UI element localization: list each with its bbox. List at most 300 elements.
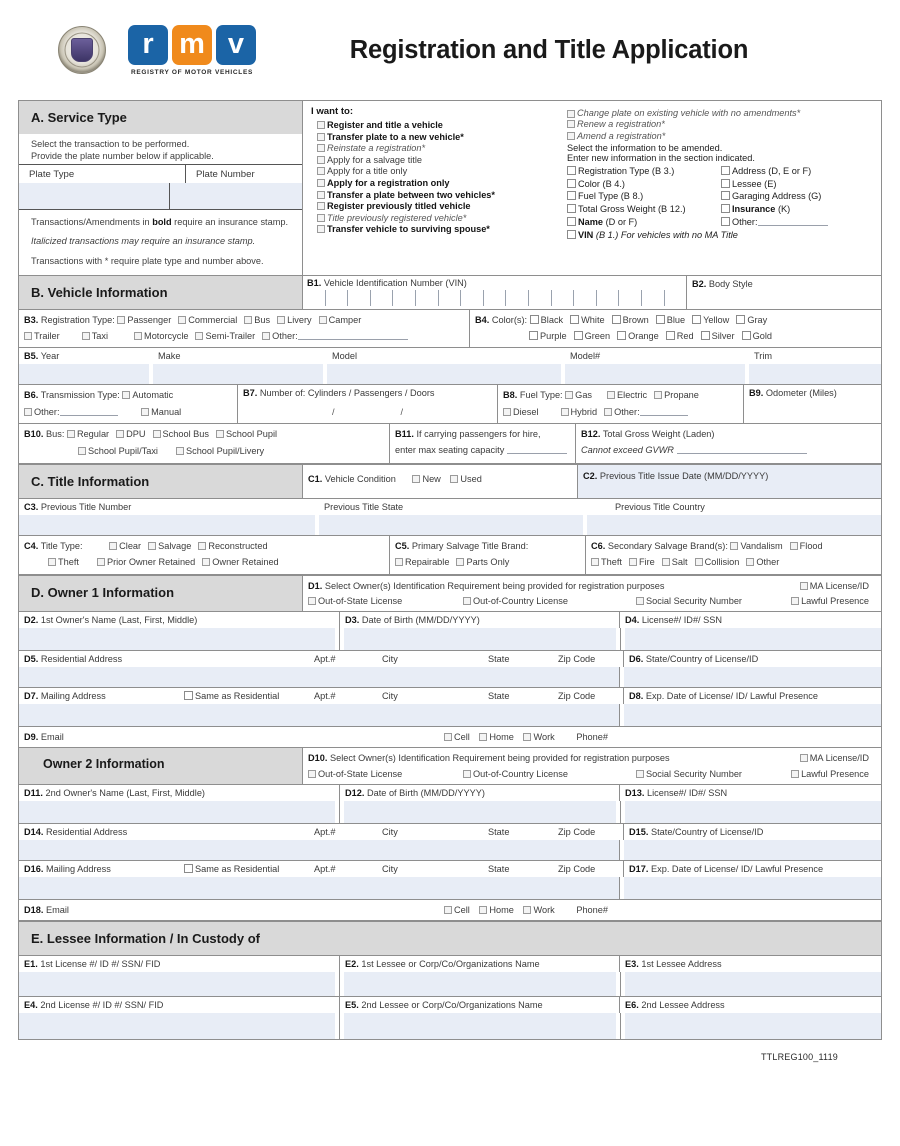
- owner2-title: Owner 2 Information: [43, 757, 165, 772]
- d1-option-lawful-presence[interactable]: Lawful Presence: [791, 594, 869, 608]
- checkbox-icon[interactable]: [317, 133, 325, 141]
- checkbox-icon[interactable]: [654, 391, 662, 399]
- checkbox-icon[interactable]: [662, 558, 670, 566]
- b3-option-motorcycle[interactable]: Motorcycle: [134, 329, 188, 344]
- d1-option-out-of-state-license[interactable]: Out-of-State License: [308, 594, 456, 608]
- checkbox-icon[interactable]: [695, 558, 703, 566]
- amend-item-address[interactable]: [721, 166, 875, 176]
- checkbox-icon[interactable]: [800, 754, 808, 762]
- b5-year-input[interactable]: [19, 364, 149, 384]
- checkbox-icon[interactable]: [148, 542, 156, 550]
- d2-owner-name-input[interactable]: [19, 628, 335, 650]
- d7-mailing-address-label: D7. Mailing Address: [24, 691, 106, 702]
- service-option-transfer-plate-new-vehicle[interactable]: [317, 132, 561, 142]
- service-option-label: Apply for a salvage title: [327, 154, 422, 165]
- amend-other-input[interactable]: [758, 217, 828, 226]
- vin-cell[interactable]: [438, 290, 461, 306]
- checkbox-icon[interactable]: [561, 408, 569, 416]
- amend-item-other[interactable]: [721, 217, 875, 227]
- b3-text: Registration Type:: [40, 314, 115, 325]
- d4-license-ssn-label: D4. License#/ ID#/ SSN: [619, 612, 881, 628]
- b4-color-silver[interactable]: Silver: [701, 329, 735, 344]
- c5-option-repairable[interactable]: Repairable: [395, 555, 449, 571]
- vin-cell[interactable]: [370, 290, 393, 306]
- checkbox-icon[interactable]: [701, 331, 710, 340]
- checkbox-icon[interactable]: [308, 770, 316, 778]
- amend-item-color[interactable]: [567, 179, 721, 189]
- b2-label: B2.: [692, 278, 707, 289]
- d14-residential-address-input[interactable]: [19, 840, 619, 860]
- checkbox-icon[interactable]: [567, 120, 575, 128]
- d11-owner-name-input[interactable]: [19, 801, 335, 823]
- checkbox-icon[interactable]: [567, 217, 576, 226]
- c6-option-other[interactable]: Other: [746, 555, 779, 571]
- service-option-renew-registration[interactable]: [567, 119, 875, 129]
- checkbox-icon[interactable]: [184, 864, 193, 873]
- d18-phone-work-option[interactable]: Work: [523, 905, 554, 915]
- vin-cell[interactable]: [460, 290, 483, 306]
- b1-text: Vehicle Identification Number (VIN): [323, 277, 467, 288]
- b11-input[interactable]: [507, 445, 567, 454]
- vin-cell[interactable]: [528, 290, 551, 306]
- d16-mailing-address-input[interactable]: [19, 877, 619, 899]
- c2-previous-title-issue-date-field[interactable]: C2. Previous Title Issue Date (MM/DD/YYYY): [577, 465, 881, 498]
- e1-license-input[interactable]: [19, 972, 335, 996]
- checkbox-icon[interactable]: [317, 121, 325, 129]
- b3-option-other[interactable]: Other:: [262, 329, 408, 344]
- service-option-title-previously-registered[interactable]: [317, 213, 561, 223]
- d10-option-lawful-presence[interactable]: Lawful Presence: [791, 767, 869, 781]
- d18-phone-home-option[interactable]: Home: [479, 905, 514, 915]
- checkbox-icon[interactable]: [721, 179, 730, 188]
- b4-color-yellow[interactable]: Yellow: [692, 313, 729, 328]
- service-option-label: Transfer plate to a new vehicle*: [327, 131, 464, 142]
- checkbox-icon[interactable]: [567, 230, 576, 239]
- d14-d15-input-row: [19, 840, 881, 861]
- plate-header-row: [19, 164, 302, 183]
- b5-model-number-input[interactable]: [565, 364, 745, 384]
- c3-label-row: [19, 499, 881, 515]
- d13-license-ssn-input[interactable]: [625, 801, 881, 823]
- checkbox-icon[interactable]: [604, 408, 612, 416]
- b2-text: Body Style: [708, 278, 753, 289]
- c6-option-fire[interactable]: Fire: [629, 555, 655, 571]
- checkbox-icon[interactable]: [319, 316, 327, 324]
- b10-option-school-pupil[interactable]: School Pupil: [216, 427, 277, 443]
- b11-seating-capacity-field: B11. If carrying passengers for hire, enter max seating capacity: [389, 424, 575, 462]
- c6-option-collision[interactable]: Collision: [695, 555, 740, 571]
- b3-option-semi-trailer[interactable]: Semi-Trailer: [195, 329, 255, 344]
- b8-option-propane[interactable]: Propane: [654, 388, 699, 404]
- checkbox-icon[interactable]: [412, 475, 420, 483]
- d10-option-out-of-state-license[interactable]: Out-of-State License: [308, 767, 456, 781]
- d8-exp-date-input[interactable]: [624, 704, 881, 726]
- d18-phone-cell-option[interactable]: Cell: [444, 905, 470, 915]
- b4-color-green[interactable]: Green: [574, 329, 611, 344]
- checkbox-icon[interactable]: [277, 316, 285, 324]
- b10-option-school-pupil-livery[interactable]: School Pupil/Livery: [176, 444, 264, 460]
- checkbox-icon[interactable]: [244, 316, 252, 324]
- d10-option-out-of-country-license[interactable]: Out-of-Country License: [463, 767, 629, 781]
- amend-item-insurance[interactable]: [721, 204, 875, 214]
- checkbox-icon[interactable]: [24, 332, 32, 340]
- d7-same-as-residential-option[interactable]: Same as Residential: [179, 688, 309, 704]
- d10-option-social-security-number[interactable]: Social Security Number: [636, 767, 784, 781]
- c1-option-new[interactable]: New: [412, 474, 440, 484]
- checkbox-icon[interactable]: [463, 770, 471, 778]
- c1-option-used[interactable]: Used: [450, 474, 481, 484]
- e5-lessee-name-input[interactable]: [344, 1013, 616, 1039]
- section-a-note-star: Transactions with * require plate type and number above.: [31, 255, 264, 266]
- d3-date-of-birth-input[interactable]: [344, 628, 616, 650]
- d1-option-ma-license-id[interactable]: MA License/ID: [800, 579, 869, 593]
- b3-label: B3.: [24, 314, 39, 325]
- note-bold-word: bold: [152, 217, 172, 228]
- amend-item-label: Lessee (E): [732, 178, 777, 189]
- checkbox-icon[interactable]: [612, 315, 621, 324]
- c4-option-salvage[interactable]: Salvage: [148, 539, 191, 555]
- b5-make-input[interactable]: [153, 364, 323, 384]
- c4-option-reconstructed[interactable]: Reconstructed: [198, 539, 267, 555]
- checkbox-icon[interactable]: [308, 597, 316, 605]
- checkbox-icon[interactable]: [317, 156, 325, 164]
- checkbox-icon[interactable]: [117, 316, 125, 324]
- b3-option-livery[interactable]: Livery: [277, 313, 312, 328]
- d7-mailing-address-input[interactable]: [19, 704, 619, 726]
- b5-label-row: [19, 348, 881, 364]
- checkbox-icon[interactable]: [721, 191, 730, 200]
- checkbox-icon[interactable]: [184, 691, 193, 700]
- d17-exp-date-label: D17. Exp. Date of License/ ID/ Lawful Presence: [623, 861, 881, 877]
- checkbox-icon[interactable]: [317, 214, 325, 222]
- b8-option-gas[interactable]: Gas: [565, 388, 592, 404]
- b1-vin-field[interactable]: [302, 276, 686, 309]
- checkbox-icon[interactable]: [109, 542, 117, 550]
- vin-cell[interactable]: [505, 290, 528, 306]
- checkbox-icon[interactable]: [607, 391, 615, 399]
- checkbox-icon[interactable]: [656, 315, 665, 324]
- e1-e3-input-row: [19, 972, 881, 997]
- b9-odometer-field[interactable]: B9. Odometer (Miles): [743, 385, 881, 423]
- d17-exp-date-input[interactable]: [624, 877, 881, 899]
- service-option-apply-title-only[interactable]: [317, 166, 561, 176]
- checkbox-icon[interactable]: [178, 316, 186, 324]
- b4-color-purple[interactable]: Purple: [529, 329, 567, 344]
- b3-option-commercial[interactable]: Commercial: [178, 313, 237, 328]
- b6-option-automatic[interactable]: Automatic: [122, 388, 173, 404]
- vin-cell[interactable]: [551, 290, 574, 306]
- checkbox-icon[interactable]: [116, 430, 124, 438]
- checkbox-icon[interactable]: [67, 430, 75, 438]
- d10-option-ma-license-id[interactable]: MA License/ID: [800, 751, 869, 765]
- amend-item-lessee[interactable]: [721, 179, 875, 189]
- checkbox-icon[interactable]: [721, 166, 730, 175]
- checkbox-icon[interactable]: [134, 332, 142, 340]
- b2-body-style-field[interactable]: [686, 276, 881, 309]
- c4-option-prior-owner-retained[interactable]: Prior Owner Retained: [97, 555, 195, 571]
- checkbox-icon[interactable]: [153, 430, 161, 438]
- form-code-footer: TTLREG100_1119: [760, 1051, 838, 1062]
- amend-item-label-bold: VIN: [578, 229, 594, 240]
- vin-cell[interactable]: [641, 290, 664, 306]
- e2-lessee-name-input[interactable]: [344, 972, 616, 996]
- checkbox-icon[interactable]: [567, 166, 576, 175]
- b8-option-other[interactable]: Other:: [604, 405, 688, 421]
- d9-phone-home-option[interactable]: Home: [479, 732, 514, 742]
- c6-option-vandalism[interactable]: Vandalism: [730, 539, 782, 555]
- c3-previous-title-state-input[interactable]: [319, 515, 583, 535]
- b8-other-input[interactable]: [640, 407, 688, 416]
- amend-item-vin[interactable]: [567, 230, 875, 240]
- d1-option-out-of-country-license[interactable]: Out-of-Country License: [463, 594, 629, 608]
- checkbox-icon[interactable]: [692, 315, 701, 324]
- checkbox-icon[interactable]: [567, 179, 576, 188]
- checkbox-icon[interactable]: [141, 408, 149, 416]
- d16-city-label: City: [382, 863, 398, 874]
- service-option-reinstate-registration[interactable]: [317, 143, 561, 153]
- checkbox-icon[interactable]: [444, 733, 452, 741]
- checkbox-icon[interactable]: [567, 191, 576, 200]
- c6-option-theft[interactable]: Theft: [591, 555, 622, 571]
- plate-number-input[interactable]: [169, 183, 302, 209]
- b10-option-school-pupil-taxi[interactable]: School Pupil/Taxi: [78, 444, 158, 460]
- checkbox-icon[interactable]: [48, 558, 56, 566]
- section-a-instructions: [19, 134, 302, 164]
- c4-option-owner-retained[interactable]: Owner Retained: [202, 555, 278, 571]
- checkbox-icon[interactable]: [479, 906, 487, 914]
- amend-item-garaging-address[interactable]: [721, 191, 875, 201]
- amend-item-registration-type[interactable]: [567, 166, 721, 176]
- d11-d13-label-row: [19, 785, 881, 801]
- b8-option-electric[interactable]: Electric: [607, 388, 647, 404]
- service-option-change-plate[interactable]: [567, 108, 875, 118]
- b4-color-orange[interactable]: Orange: [617, 329, 659, 344]
- checkbox-icon[interactable]: [78, 447, 86, 455]
- b3-option-passenger[interactable]: Passenger: [117, 313, 171, 328]
- rmv-logo-letter-m: m: [172, 25, 212, 65]
- d18-email-field[interactable]: D18. Email: [24, 904, 69, 915]
- vin-cell[interactable]: [596, 290, 619, 306]
- checkbox-icon[interactable]: [198, 542, 206, 550]
- checkbox-icon[interactable]: [567, 110, 575, 118]
- checkbox-icon[interactable]: [395, 558, 403, 566]
- checkbox-icon[interactable]: [570, 315, 579, 324]
- c4-option-clear[interactable]: Clear: [109, 539, 141, 555]
- checkbox-icon[interactable]: [82, 332, 90, 340]
- checkbox-icon[interactable]: [791, 770, 799, 778]
- checkbox-icon[interactable]: [666, 331, 675, 340]
- section-a-instruction-line-2: Provide the plate number below if applicable.: [31, 151, 214, 162]
- d9-email-field[interactable]: D9. Email: [24, 732, 64, 743]
- owner1-band-row: [19, 576, 881, 613]
- d5-residential-address-input[interactable]: [19, 667, 619, 687]
- plate-type-input[interactable]: [19, 183, 169, 209]
- checkbox-icon[interactable]: [444, 906, 452, 914]
- checkbox-icon[interactable]: [530, 315, 539, 324]
- d11-owner-name-label: D11. 2nd Owner's Name (Last, First, Middle): [24, 787, 205, 798]
- d6-state-country-license-label: D6. State/Country of License/ID: [623, 651, 881, 667]
- d9-phone-cell-option[interactable]: Cell: [444, 732, 470, 742]
- checkbox-icon[interactable]: [216, 430, 224, 438]
- checkbox-icon[interactable]: [636, 597, 644, 605]
- c6-option-salt[interactable]: Salt: [662, 555, 688, 571]
- service-option-amend-registration[interactable]: [567, 131, 875, 141]
- checkbox-icon[interactable]: [479, 733, 487, 741]
- d14-d15-label-row: [19, 824, 881, 840]
- vin-cell[interactable]: [618, 290, 641, 306]
- b4-color-gray[interactable]: Gray: [736, 313, 767, 328]
- vin-cell[interactable]: [664, 290, 687, 306]
- amend-item-name[interactable]: [567, 217, 721, 227]
- vin-cell[interactable]: [573, 290, 596, 306]
- checkbox-icon[interactable]: [195, 332, 203, 340]
- b3-option-trailer[interactable]: Trailer: [24, 329, 60, 344]
- section-a-right-column: [302, 101, 881, 275]
- checkbox-icon[interactable]: [450, 475, 458, 483]
- service-option-register-and-title[interactable]: [317, 120, 561, 130]
- service-option-apply-registration-only[interactable]: [317, 178, 561, 188]
- checkbox-icon[interactable]: [176, 447, 184, 455]
- vin-character-grid[interactable]: [303, 290, 686, 306]
- service-option-transfer-surviving-spouse[interactable]: [317, 224, 561, 234]
- d9-phone-number-label: Phone#: [576, 732, 608, 743]
- checkbox-icon[interactable]: [97, 558, 105, 566]
- checkbox-icon[interactable]: [529, 331, 538, 340]
- checkbox-icon[interactable]: [503, 408, 511, 416]
- checkbox-icon[interactable]: [721, 217, 730, 226]
- b5-trim-input[interactable]: [749, 364, 881, 384]
- checkbox-icon[interactable]: [800, 582, 808, 590]
- d11-d13-input-row: [19, 801, 881, 824]
- checkbox-icon[interactable]: [463, 597, 471, 605]
- b4-color-brown[interactable]: Brown: [612, 313, 649, 328]
- checkbox-icon[interactable]: [523, 733, 531, 741]
- b4-color-blue[interactable]: Blue: [656, 313, 685, 328]
- b6-option-manual[interactable]: Manual: [141, 405, 181, 421]
- service-option-label: Register previously titled vehicle: [327, 201, 471, 212]
- checkbox-icon[interactable]: [317, 202, 325, 210]
- b6-other-input[interactable]: [60, 407, 118, 416]
- d1-option-social-security-number[interactable]: Social Security Number: [636, 594, 784, 608]
- checkbox-icon[interactable]: [317, 191, 325, 199]
- checkbox-icon[interactable]: [122, 391, 130, 399]
- d14-apt-label: Apt.#: [314, 826, 336, 837]
- service-option-apply-salvage-title[interactable]: [317, 155, 561, 165]
- checkbox-icon[interactable]: [317, 179, 325, 187]
- e4-license-input[interactable]: [19, 1013, 335, 1039]
- checkbox-icon[interactable]: [262, 332, 270, 340]
- d6-state-country-license-input[interactable]: [624, 667, 881, 687]
- b4-color-red[interactable]: Red: [666, 329, 694, 344]
- amend-item-label: Address (D, E or F): [732, 165, 812, 176]
- vin-cell[interactable]: [483, 290, 506, 306]
- service-option-register-previously-titled[interactable]: [317, 201, 561, 211]
- checkbox-icon[interactable]: [636, 770, 644, 778]
- b3-other-input[interactable]: [298, 331, 408, 340]
- checkbox-icon[interactable]: [24, 408, 32, 416]
- d4-license-ssn-input[interactable]: [625, 628, 881, 650]
- checkbox-icon[interactable]: [742, 331, 751, 340]
- checkbox-icon[interactable]: [317, 144, 325, 152]
- checkbox-icon[interactable]: [791, 597, 799, 605]
- e4-license-label: E4. 2nd License #/ ID #/ SSN/ FID: [24, 999, 164, 1010]
- checkbox-icon[interactable]: [746, 558, 754, 566]
- b3-option-taxi[interactable]: Taxi: [82, 329, 108, 344]
- checkbox-icon[interactable]: [591, 558, 599, 566]
- checkbox-icon[interactable]: [730, 542, 738, 550]
- vin-cell[interactable]: [325, 290, 348, 306]
- b4-color-black[interactable]: Black: [530, 313, 563, 328]
- checkbox-icon[interactable]: [574, 331, 583, 340]
- d5-d6-label-row: [19, 651, 881, 667]
- b8-option-hybrid[interactable]: Hybrid: [561, 405, 598, 421]
- c5-option-parts-only[interactable]: Parts Only: [456, 555, 509, 571]
- b10-option-dpu[interactable]: DPU: [116, 427, 145, 443]
- checkbox-icon[interactable]: [736, 315, 745, 324]
- d15-state-country-license-label: D15. State/Country of License/ID: [623, 824, 881, 840]
- checkbox-icon[interactable]: [790, 542, 798, 550]
- vin-cell[interactable]: [303, 290, 325, 306]
- b3-option-bus[interactable]: Bus: [244, 313, 270, 328]
- checkbox-icon[interactable]: [565, 391, 573, 399]
- d16-same-as-residential-option[interactable]: Same as Residential: [179, 861, 309, 877]
- note-bold-prefix: Transactions/Amendments in: [31, 217, 153, 228]
- d9-phone-work-option[interactable]: Work: [523, 732, 554, 742]
- amend-item-total-gross-weight[interactable]: [567, 204, 721, 214]
- b4-color-gold[interactable]: Gold: [742, 329, 772, 344]
- b3-option-camper[interactable]: Camper: [319, 313, 362, 328]
- checkbox-icon[interactable]: [567, 132, 575, 140]
- b6-option-other[interactable]: Other:: [24, 405, 118, 421]
- amend-item-label: Garaging Address (G): [732, 191, 822, 202]
- d12-date-of-birth-input[interactable]: [344, 801, 616, 823]
- checkbox-icon[interactable]: [617, 331, 626, 340]
- d15-state-country-license-input[interactable]: [624, 840, 881, 860]
- vin-cell[interactable]: [392, 290, 415, 306]
- b4-color-white[interactable]: White: [570, 313, 605, 328]
- checkbox-icon[interactable]: [523, 906, 531, 914]
- checkbox-icon[interactable]: [317, 225, 325, 233]
- b10-option-school-bus[interactable]: School Bus: [153, 427, 209, 443]
- c6-option-flood[interactable]: Flood: [790, 539, 823, 555]
- d14-state-label: State: [488, 826, 510, 837]
- service-option-label: Register and title a vehicle: [327, 120, 443, 130]
- service-option-transfer-plate-between-vehicles[interactable]: [317, 190, 561, 200]
- checkbox-icon[interactable]: [567, 204, 576, 213]
- checkbox-icon[interactable]: [317, 167, 325, 175]
- vin-cell[interactable]: [347, 290, 370, 306]
- service-option-label: Transfer a plate between two vehicles*: [327, 189, 495, 200]
- c3-previous-title-number-input[interactable]: [19, 515, 315, 535]
- c4-option-theft[interactable]: Theft: [48, 555, 79, 571]
- massachusetts-state-seal-icon: [58, 26, 106, 74]
- amend-item-fuel-type[interactable]: [567, 191, 721, 201]
- d1-identification-requirement-field: D1. Select Owner(s) Identification Requirement being provided for registration purposes MA License/ID Out-of-State License Out-of-Country License Social Security Number Lawful Presence: [302, 576, 881, 612]
- b8-option-diesel[interactable]: Diesel: [503, 405, 539, 421]
- b5-model-input[interactable]: [327, 364, 561, 384]
- b12-input[interactable]: [677, 445, 807, 454]
- amend-item-label: Total Gross Weight (B 12.): [578, 204, 686, 215]
- vin-cell[interactable]: [415, 290, 438, 306]
- checkbox-icon[interactable]: [721, 204, 730, 213]
- checkbox-icon[interactable]: [202, 558, 210, 566]
- e6-lessee-address-input[interactable]: [625, 1013, 881, 1039]
- b10-option-regular[interactable]: Regular: [67, 427, 109, 443]
- checkbox-icon[interactable]: [629, 558, 637, 566]
- c3-previous-title-country-input[interactable]: [587, 515, 881, 535]
- checkbox-icon[interactable]: [456, 558, 464, 566]
- e3-lessee-address-input[interactable]: [625, 972, 881, 996]
